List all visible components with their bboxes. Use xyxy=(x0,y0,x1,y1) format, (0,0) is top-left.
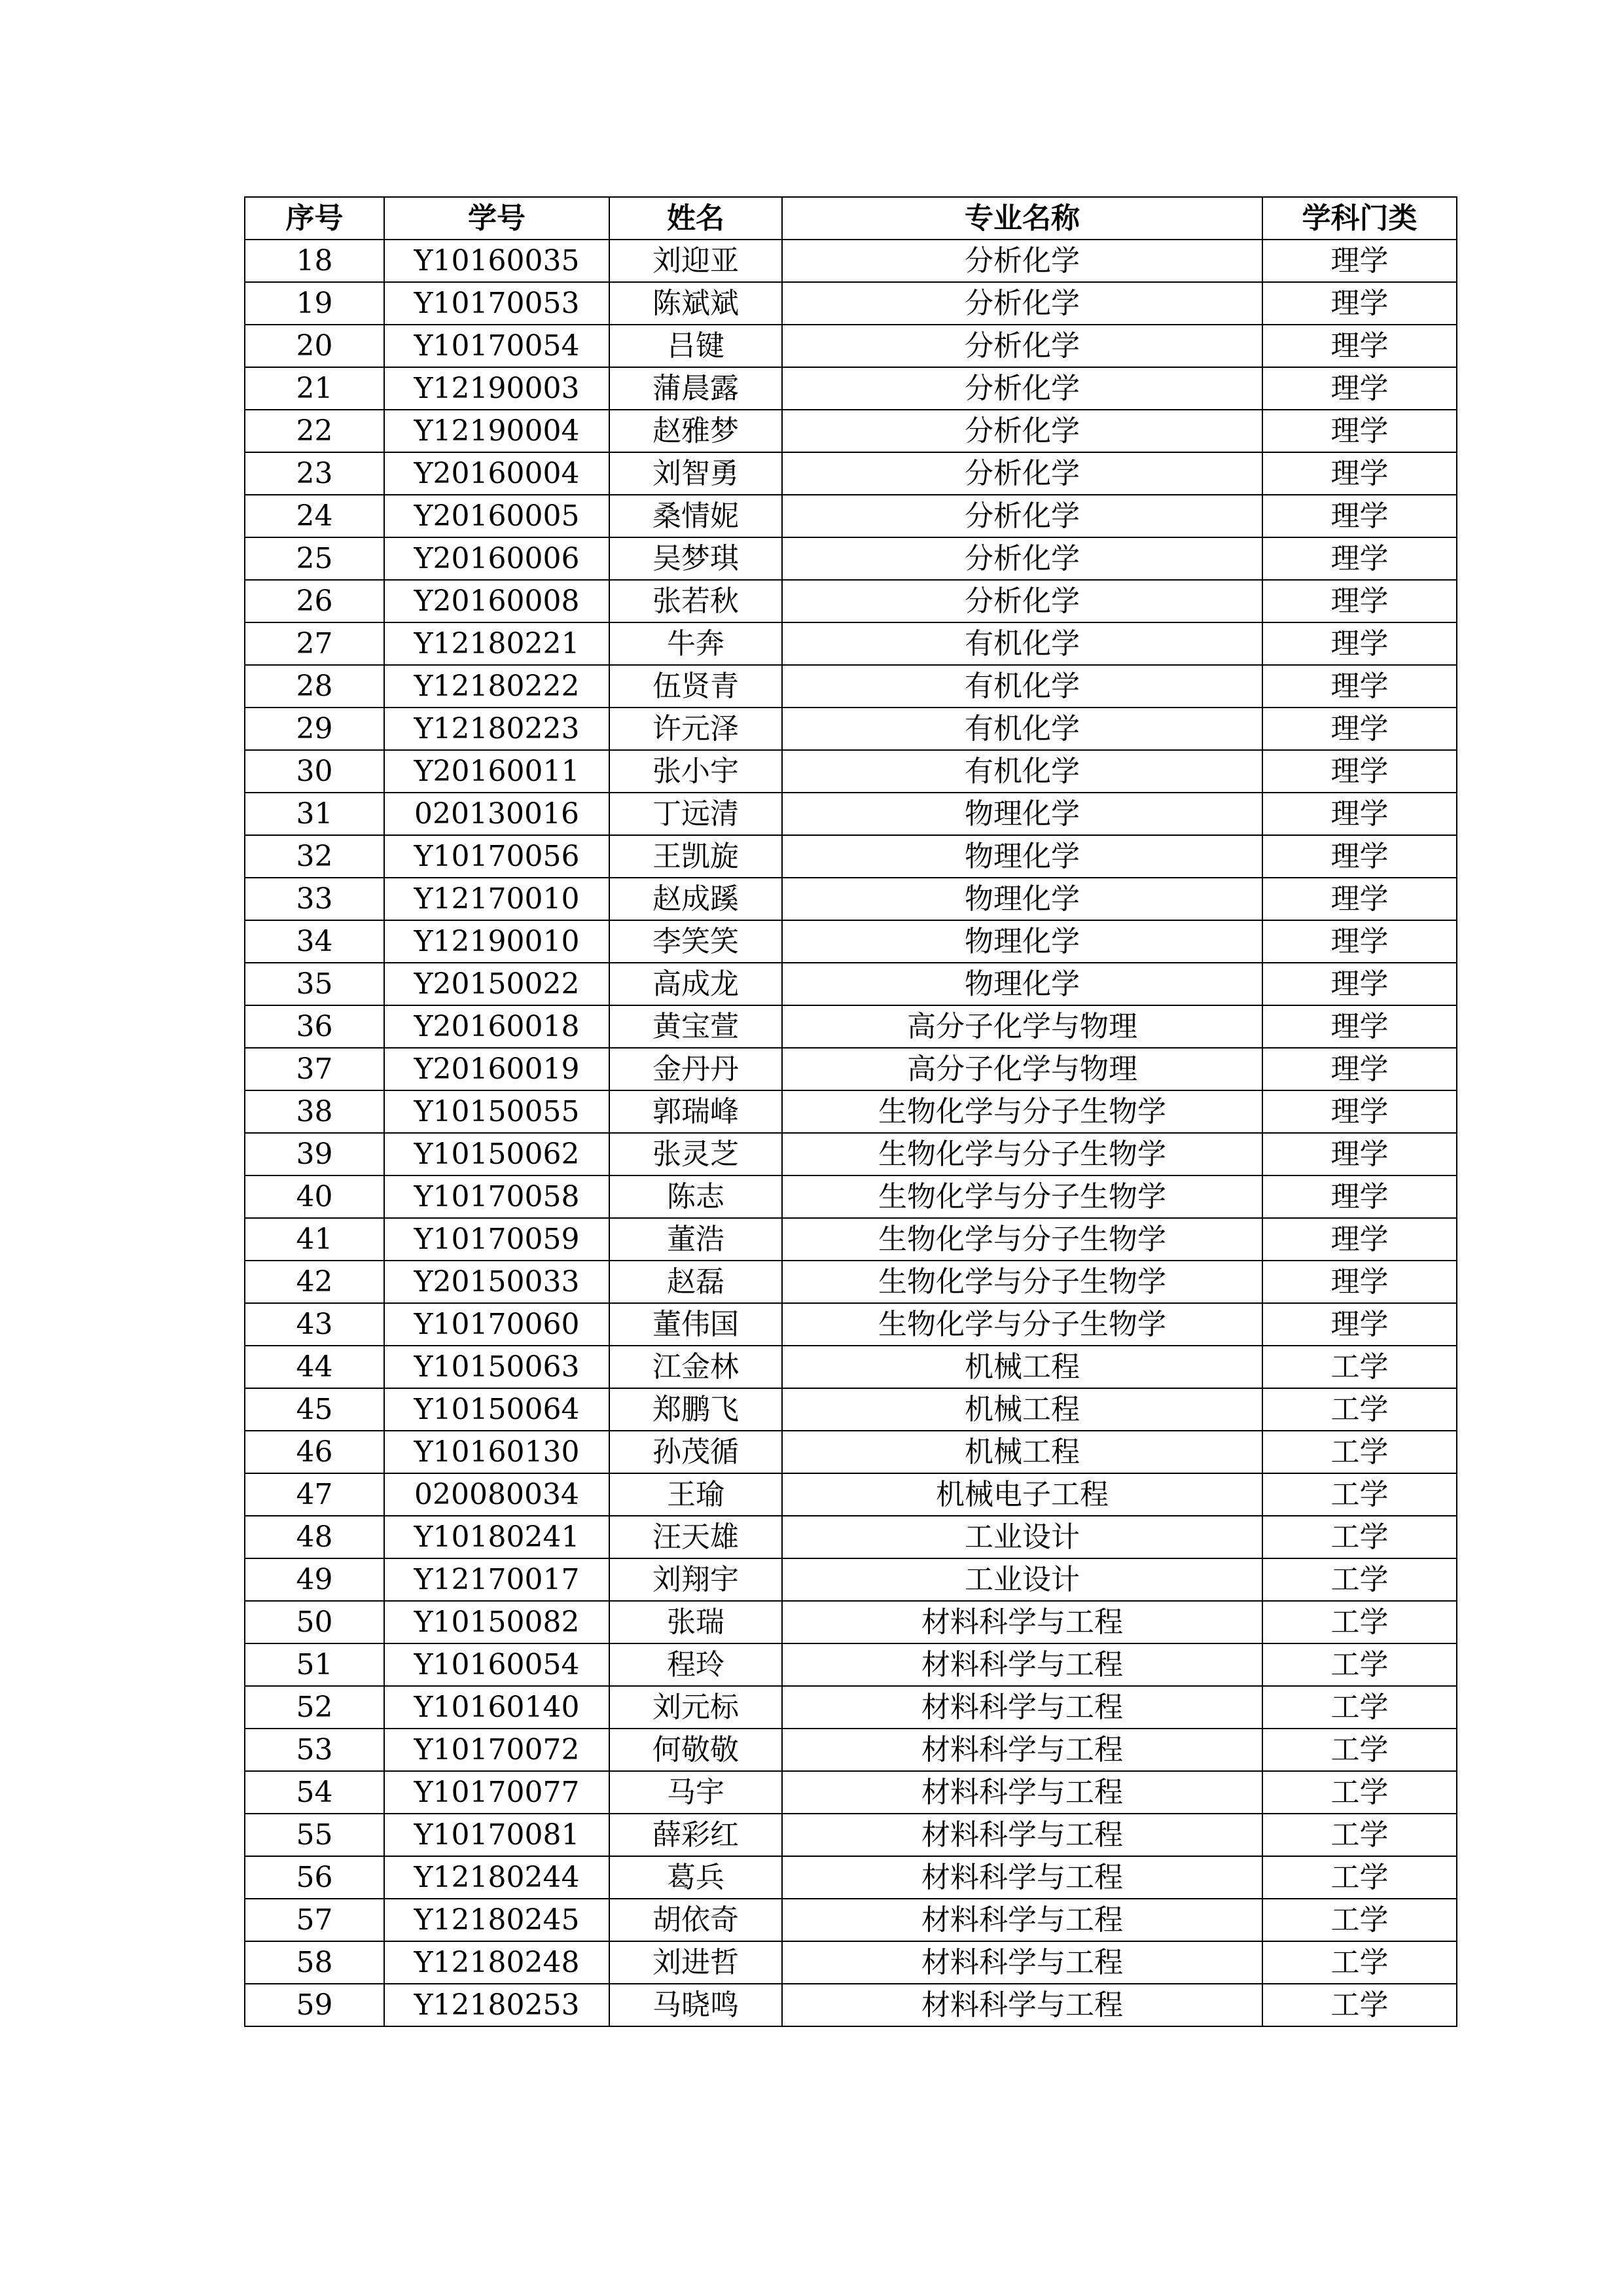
cell-seq: 46 xyxy=(245,1431,384,1473)
table-row xyxy=(245,920,1457,963)
table-row xyxy=(245,1431,1457,1473)
table-row xyxy=(245,240,1457,282)
cell-name: 高成龙 xyxy=(609,963,782,1005)
cell-name: 薛彩红 xyxy=(609,1814,782,1856)
cell-student-id: Y20160005 xyxy=(384,495,609,537)
cell-student-id: Y10180241 xyxy=(384,1516,609,1558)
cell-category: 理学 xyxy=(1262,920,1457,963)
cell-name: 牛奔 xyxy=(609,622,782,665)
cell-student-id: Y12180223 xyxy=(384,708,609,750)
cell-seq: 24 xyxy=(245,495,384,537)
cell-name: 胡依奇 xyxy=(609,1899,782,1941)
cell-student-id: Y10170060 xyxy=(384,1303,609,1346)
cell-major: 生物化学与分子生物学 xyxy=(782,1175,1262,1218)
table-row xyxy=(245,282,1457,325)
table-row xyxy=(245,367,1457,410)
cell-name: 王凯旋 xyxy=(609,835,782,878)
cell-major: 材料科学与工程 xyxy=(782,1856,1262,1899)
cell-category: 工学 xyxy=(1262,1388,1457,1431)
cell-seq: 26 xyxy=(245,580,384,622)
cell-seq: 31 xyxy=(245,793,384,835)
cell-student-id: Y12190010 xyxy=(384,920,609,963)
cell-seq: 29 xyxy=(245,708,384,750)
cell-student-id: Y10160035 xyxy=(384,240,609,282)
cell-name: 孙茂循 xyxy=(609,1431,782,1473)
cell-major: 材料科学与工程 xyxy=(782,1771,1262,1814)
cell-student-id: Y12180245 xyxy=(384,1899,609,1941)
cell-category: 理学 xyxy=(1262,325,1457,367)
cell-name: 马晓鸣 xyxy=(609,1984,782,2026)
cell-name: 桑情妮 xyxy=(609,495,782,537)
cell-major: 机械工程 xyxy=(782,1388,1262,1431)
cell-seq: 23 xyxy=(245,452,384,495)
table-row xyxy=(245,1771,1457,1814)
table-row xyxy=(245,1899,1457,1941)
header-name: 姓名 xyxy=(609,197,782,240)
cell-category: 工学 xyxy=(1262,1601,1457,1643)
cell-major: 分析化学 xyxy=(782,282,1262,325)
cell-category: 理学 xyxy=(1262,963,1457,1005)
cell-major: 有机化学 xyxy=(782,708,1262,750)
cell-category: 理学 xyxy=(1262,622,1457,665)
cell-student-id: Y12180244 xyxy=(384,1856,609,1899)
cell-seq: 50 xyxy=(245,1601,384,1643)
header-major: 专业名称 xyxy=(782,197,1262,240)
cell-name: 丁远清 xyxy=(609,793,782,835)
cell-seq: 58 xyxy=(245,1941,384,1984)
cell-seq: 49 xyxy=(245,1558,384,1601)
cell-seq: 27 xyxy=(245,622,384,665)
cell-student-id: Y12190004 xyxy=(384,410,609,452)
table-row xyxy=(245,1388,1457,1431)
cell-student-id: Y12190003 xyxy=(384,367,609,410)
cell-name: 王瑜 xyxy=(609,1473,782,1516)
cell-category: 理学 xyxy=(1262,1218,1457,1261)
cell-category: 理学 xyxy=(1262,708,1457,750)
cell-seq: 39 xyxy=(245,1133,384,1175)
cell-student-id: Y12180222 xyxy=(384,665,609,708)
cell-name: 金丹丹 xyxy=(609,1048,782,1090)
table-row xyxy=(245,1643,1457,1686)
cell-student-id: Y20160011 xyxy=(384,750,609,793)
cell-name: 刘智勇 xyxy=(609,452,782,495)
cell-major: 分析化学 xyxy=(782,367,1262,410)
cell-category: 理学 xyxy=(1262,665,1457,708)
cell-name: 程玲 xyxy=(609,1643,782,1686)
cell-student-id: Y10170058 xyxy=(384,1175,609,1218)
table-row xyxy=(245,1558,1457,1601)
cell-name: 吕键 xyxy=(609,325,782,367)
cell-category: 理学 xyxy=(1262,282,1457,325)
cell-category: 理学 xyxy=(1262,1303,1457,1346)
cell-seq: 41 xyxy=(245,1218,384,1261)
cell-student-id: Y20160006 xyxy=(384,537,609,580)
cell-name: 郑鹏飞 xyxy=(609,1388,782,1431)
cell-student-id: 020130016 xyxy=(384,793,609,835)
cell-name: 董浩 xyxy=(609,1218,782,1261)
table-row xyxy=(245,1303,1457,1346)
header-row xyxy=(245,197,1457,240)
cell-major: 物理化学 xyxy=(782,963,1262,1005)
cell-major: 高分子化学与物理 xyxy=(782,1005,1262,1048)
cell-seq: 42 xyxy=(245,1261,384,1303)
cell-student-id: Y10170053 xyxy=(384,282,609,325)
cell-student-id: Y10170054 xyxy=(384,325,609,367)
cell-student-id: Y10150062 xyxy=(384,1133,609,1175)
cell-seq: 32 xyxy=(245,835,384,878)
cell-student-id: Y12180221 xyxy=(384,622,609,665)
cell-seq: 35 xyxy=(245,963,384,1005)
table-row xyxy=(245,1218,1457,1261)
cell-category: 理学 xyxy=(1262,367,1457,410)
cell-major: 分析化学 xyxy=(782,240,1262,282)
cell-major: 材料科学与工程 xyxy=(782,1984,1262,2026)
cell-seq: 57 xyxy=(245,1899,384,1941)
cell-name: 李笑笑 xyxy=(609,920,782,963)
cell-student-id: Y12170017 xyxy=(384,1558,609,1601)
cell-category: 工学 xyxy=(1262,1473,1457,1516)
cell-major: 材料科学与工程 xyxy=(782,1814,1262,1856)
cell-category: 理学 xyxy=(1262,495,1457,537)
table-row xyxy=(245,1090,1457,1133)
table-row xyxy=(245,835,1457,878)
table-row xyxy=(245,1856,1457,1899)
cell-seq: 53 xyxy=(245,1729,384,1771)
table-row xyxy=(245,325,1457,367)
cell-student-id: Y20150022 xyxy=(384,963,609,1005)
cell-student-id: Y10150063 xyxy=(384,1346,609,1388)
cell-category: 理学 xyxy=(1262,793,1457,835)
cell-student-id: Y10150082 xyxy=(384,1601,609,1643)
cell-student-id: Y10170072 xyxy=(384,1729,609,1771)
table-row xyxy=(245,622,1457,665)
cell-major: 生物化学与分子生物学 xyxy=(782,1090,1262,1133)
cell-major: 分析化学 xyxy=(782,410,1262,452)
cell-student-id: Y10170081 xyxy=(384,1814,609,1856)
cell-seq: 20 xyxy=(245,325,384,367)
cell-seq: 51 xyxy=(245,1643,384,1686)
cell-student-id: Y10170059 xyxy=(384,1218,609,1261)
cell-name: 郭瑞峰 xyxy=(609,1090,782,1133)
cell-category: 理学 xyxy=(1262,240,1457,282)
cell-student-id: Y20160019 xyxy=(384,1048,609,1090)
cell-major: 分析化学 xyxy=(782,325,1262,367)
table-row xyxy=(245,495,1457,537)
cell-student-id: Y12180253 xyxy=(384,1984,609,2026)
cell-name: 许元泽 xyxy=(609,708,782,750)
cell-name: 吴梦琪 xyxy=(609,537,782,580)
cell-category: 理学 xyxy=(1262,878,1457,920)
cell-seq: 33 xyxy=(245,878,384,920)
table-row xyxy=(245,537,1457,580)
cell-major: 有机化学 xyxy=(782,665,1262,708)
cell-major: 物理化学 xyxy=(782,793,1262,835)
table-row xyxy=(245,1048,1457,1090)
header-category: 学科门类 xyxy=(1262,197,1457,240)
cell-student-id: Y10160140 xyxy=(384,1686,609,1729)
cell-name: 蒲晨露 xyxy=(609,367,782,410)
cell-major: 分析化学 xyxy=(782,537,1262,580)
cell-name: 刘翔宇 xyxy=(609,1558,782,1601)
cell-student-id: Y10150055 xyxy=(384,1090,609,1133)
cell-category: 工学 xyxy=(1262,1984,1457,2026)
table-row xyxy=(245,1261,1457,1303)
cell-category: 理学 xyxy=(1262,1133,1457,1175)
cell-major: 生物化学与分子生物学 xyxy=(782,1261,1262,1303)
cell-student-id: Y10150064 xyxy=(384,1388,609,1431)
cell-seq: 19 xyxy=(245,282,384,325)
cell-name: 赵磊 xyxy=(609,1261,782,1303)
cell-category: 工学 xyxy=(1262,1771,1457,1814)
cell-name: 赵成蹊 xyxy=(609,878,782,920)
cell-major: 机械电子工程 xyxy=(782,1473,1262,1516)
cell-seq: 18 xyxy=(245,240,384,282)
cell-major: 材料科学与工程 xyxy=(782,1643,1262,1686)
cell-major: 材料科学与工程 xyxy=(782,1941,1262,1984)
table-row xyxy=(245,1473,1457,1516)
table-row xyxy=(245,1941,1457,1984)
cell-name: 陈志 xyxy=(609,1175,782,1218)
cell-name: 张若秋 xyxy=(609,580,782,622)
table-row xyxy=(245,410,1457,452)
cell-seq: 38 xyxy=(245,1090,384,1133)
cell-category: 理学 xyxy=(1262,1261,1457,1303)
cell-student-id: Y12180248 xyxy=(384,1941,609,1984)
table-body xyxy=(245,240,1457,2026)
cell-category: 工学 xyxy=(1262,1856,1457,1899)
cell-category: 工学 xyxy=(1262,1729,1457,1771)
cell-name: 张灵芝 xyxy=(609,1133,782,1175)
table-row xyxy=(245,1175,1457,1218)
cell-major: 机械工程 xyxy=(782,1346,1262,1388)
cell-name: 伍贤青 xyxy=(609,665,782,708)
cell-seq: 34 xyxy=(245,920,384,963)
table-row xyxy=(245,1346,1457,1388)
cell-category: 理学 xyxy=(1262,750,1457,793)
cell-seq: 59 xyxy=(245,1984,384,2026)
cell-major: 生物化学与分子生物学 xyxy=(782,1133,1262,1175)
header-seq: 序号 xyxy=(245,197,384,240)
cell-seq: 36 xyxy=(245,1005,384,1048)
table-row xyxy=(245,708,1457,750)
cell-name: 陈斌斌 xyxy=(609,282,782,325)
cell-major: 有机化学 xyxy=(782,750,1262,793)
cell-category: 理学 xyxy=(1262,835,1457,878)
cell-major: 生物化学与分子生物学 xyxy=(782,1218,1262,1261)
cell-category: 理学 xyxy=(1262,1048,1457,1090)
table-row xyxy=(245,963,1457,1005)
cell-major: 机械工程 xyxy=(782,1431,1262,1473)
cell-name: 马宇 xyxy=(609,1771,782,1814)
cell-major: 材料科学与工程 xyxy=(782,1899,1262,1941)
table-row xyxy=(245,1005,1457,1048)
cell-name: 黄宝萱 xyxy=(609,1005,782,1048)
cell-category: 工学 xyxy=(1262,1558,1457,1601)
cell-seq: 21 xyxy=(245,367,384,410)
table-row xyxy=(245,665,1457,708)
cell-seq: 48 xyxy=(245,1516,384,1558)
cell-name: 江金林 xyxy=(609,1346,782,1388)
cell-major: 材料科学与工程 xyxy=(782,1601,1262,1643)
cell-seq: 28 xyxy=(245,665,384,708)
cell-student-id: 020080034 xyxy=(384,1473,609,1516)
table-header xyxy=(245,197,1457,240)
table-row xyxy=(245,1516,1457,1558)
cell-category: 理学 xyxy=(1262,1090,1457,1133)
cell-category: 理学 xyxy=(1262,452,1457,495)
cell-major: 物理化学 xyxy=(782,878,1262,920)
table-row xyxy=(245,793,1457,835)
cell-name: 何敬敬 xyxy=(609,1729,782,1771)
cell-student-id: Y20160004 xyxy=(384,452,609,495)
table-row xyxy=(245,1984,1457,2026)
cell-category: 工学 xyxy=(1262,1941,1457,1984)
cell-seq: 56 xyxy=(245,1856,384,1899)
cell-major: 分析化学 xyxy=(782,495,1262,537)
cell-major: 材料科学与工程 xyxy=(782,1729,1262,1771)
table-row xyxy=(245,1814,1457,1856)
cell-name: 张小宇 xyxy=(609,750,782,793)
cell-name: 刘迎亚 xyxy=(609,240,782,282)
cell-major: 分析化学 xyxy=(782,452,1262,495)
table-row xyxy=(245,1686,1457,1729)
cell-major: 分析化学 xyxy=(782,580,1262,622)
cell-seq: 44 xyxy=(245,1346,384,1388)
table-row xyxy=(245,750,1457,793)
cell-category: 理学 xyxy=(1262,410,1457,452)
cell-category: 工学 xyxy=(1262,1431,1457,1473)
cell-name: 赵雅梦 xyxy=(609,410,782,452)
cell-student-id: Y20150033 xyxy=(384,1261,609,1303)
cell-category: 工学 xyxy=(1262,1686,1457,1729)
table-row xyxy=(245,1601,1457,1643)
cell-seq: 22 xyxy=(245,410,384,452)
cell-category: 理学 xyxy=(1262,1005,1457,1048)
cell-major: 物理化学 xyxy=(782,920,1262,963)
cell-seq: 30 xyxy=(245,750,384,793)
cell-major: 高分子化学与物理 xyxy=(782,1048,1262,1090)
cell-seq: 25 xyxy=(245,537,384,580)
cell-student-id: Y20160018 xyxy=(384,1005,609,1048)
cell-name: 张瑞 xyxy=(609,1601,782,1643)
cell-name: 葛兵 xyxy=(609,1856,782,1899)
cell-seq: 55 xyxy=(245,1814,384,1856)
cell-category: 理学 xyxy=(1262,537,1457,580)
cell-category: 理学 xyxy=(1262,580,1457,622)
cell-category: 工学 xyxy=(1262,1899,1457,1941)
cell-student-id: Y10160130 xyxy=(384,1431,609,1473)
cell-category: 工学 xyxy=(1262,1814,1457,1856)
cell-seq: 52 xyxy=(245,1686,384,1729)
cell-category: 工学 xyxy=(1262,1643,1457,1686)
cell-student-id: Y10170077 xyxy=(384,1771,609,1814)
student-roster-table xyxy=(244,196,1457,2027)
cell-name: 刘进哲 xyxy=(609,1941,782,1984)
table-row xyxy=(245,878,1457,920)
cell-name: 刘元标 xyxy=(609,1686,782,1729)
table-row xyxy=(245,580,1457,622)
cell-seq: 45 xyxy=(245,1388,384,1431)
cell-student-id: Y10160054 xyxy=(384,1643,609,1686)
table-row xyxy=(245,452,1457,495)
cell-category: 工学 xyxy=(1262,1516,1457,1558)
cell-major: 生物化学与分子生物学 xyxy=(782,1303,1262,1346)
cell-seq: 40 xyxy=(245,1175,384,1218)
cell-name: 董伟国 xyxy=(609,1303,782,1346)
cell-student-id: Y20160008 xyxy=(384,580,609,622)
table-row xyxy=(245,1729,1457,1771)
cell-major: 有机化学 xyxy=(782,622,1262,665)
cell-seq: 47 xyxy=(245,1473,384,1516)
header-student-id: 学号 xyxy=(384,197,609,240)
cell-seq: 37 xyxy=(245,1048,384,1090)
cell-seq: 43 xyxy=(245,1303,384,1346)
cell-major: 材料科学与工程 xyxy=(782,1686,1262,1729)
cell-student-id: Y12170010 xyxy=(384,878,609,920)
cell-seq: 54 xyxy=(245,1771,384,1814)
cell-major: 物理化学 xyxy=(782,835,1262,878)
cell-major: 工业设计 xyxy=(782,1516,1262,1558)
cell-name: 汪天雄 xyxy=(609,1516,782,1558)
cell-category: 理学 xyxy=(1262,1175,1457,1218)
cell-major: 工业设计 xyxy=(782,1558,1262,1601)
table-row xyxy=(245,1133,1457,1175)
cell-student-id: Y10170056 xyxy=(384,835,609,878)
cell-category: 工学 xyxy=(1262,1346,1457,1388)
